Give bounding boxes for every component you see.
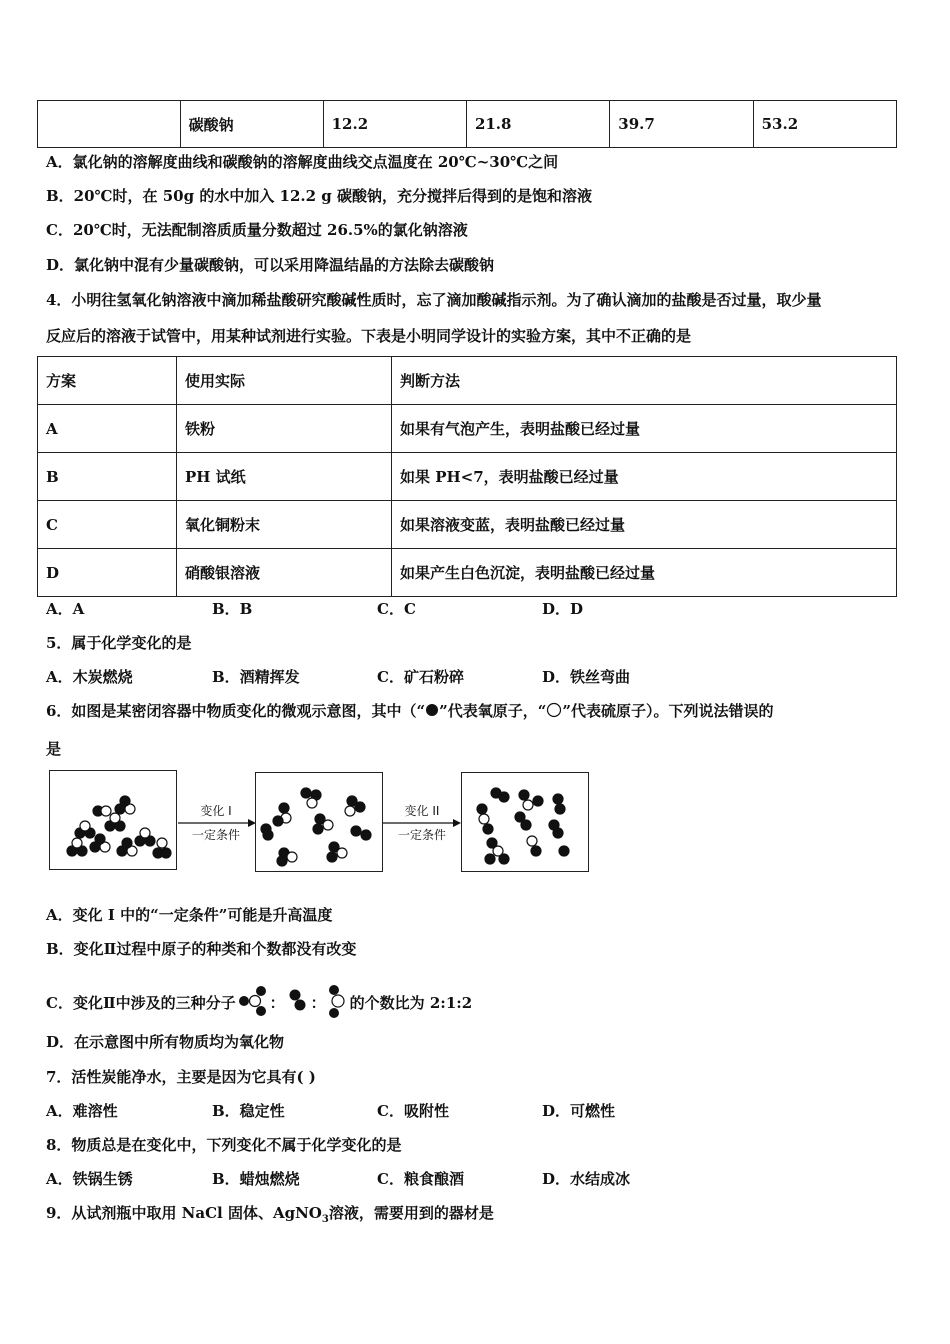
q3-option-d: D．氯化钠中混有少量碳酸钠，可以采用降温结晶的方法除去碳酸钠 — [46, 256, 495, 274]
o2-molecule-icon — [285, 984, 311, 1018]
q6-option-c-sep1: ： — [269, 994, 285, 1012]
q3-option-a: A．氯化钠的溶解度曲线和碳酸钠的溶解度曲线交点温度在 20℃~30℃之间 — [46, 153, 559, 171]
q7-option-d: D．可燃性 — [542, 1102, 616, 1120]
table-cell: PH 试纸 — [177, 453, 392, 501]
so3-molecule-icon — [236, 984, 270, 1018]
table-cell: 12.2 — [323, 101, 466, 148]
q9-subscript: 3 — [321, 1214, 329, 1225]
table-row — [38, 549, 897, 597]
q4-option-c: C．C — [377, 600, 416, 618]
arrow2-top-label: 变化 II — [404, 804, 440, 818]
table-cell: 39.7 — [610, 101, 753, 148]
table-cell: C — [38, 501, 177, 549]
table-header: 使用实际 — [177, 357, 392, 405]
table-cell: 53.2 — [753, 101, 896, 148]
arrow1-bottom-label: 一定条件 — [191, 828, 240, 842]
diagram-box-middle — [255, 772, 383, 872]
molecule-cluster-middle — [256, 773, 382, 871]
table-cell: 铁粉 — [177, 405, 392, 453]
table-header: 判断方法 — [392, 357, 897, 405]
q6-option-d: D．在示意图中所有物质均为氧化物 — [46, 1033, 285, 1051]
q7-option-b: B．稳定性 — [212, 1102, 285, 1120]
table-header-row — [38, 357, 897, 405]
q4-option-d: D．D — [542, 600, 584, 618]
q4-option-a: A．A — [46, 600, 85, 618]
table-row — [38, 101, 897, 148]
table-header: 方案 — [38, 357, 177, 405]
q6-stem-line2: 是 — [46, 740, 62, 758]
q6-option-b: B．变化Ⅱ过程中原子的种类和个数都没有改变 — [46, 940, 357, 958]
q4-stem-line1: 4．小明往氢氧化钠溶液中滴加稀盐酸研究酸碱性质时，忘了滴加酸碱指示剂。为了确认滴加的盐酸是否过量，取少量 — [46, 291, 822, 309]
q6-stem-part-c: ”代表硫原子）。下列说法错误的 — [562, 702, 774, 720]
table-row — [38, 453, 897, 501]
q6-option-c-tail: 的个数比为 2:1:2 — [349, 994, 473, 1012]
diagram-box-final — [461, 772, 589, 872]
q4-table — [37, 356, 897, 597]
q6-stem — [46, 700, 773, 721]
q8-option-a: A．铁锅生锈 — [46, 1170, 133, 1188]
table-cell: 氧化铜粉末 — [177, 501, 392, 549]
q9-stem-part-b: 溶液，需要用到的器材是 — [328, 1204, 494, 1222]
arrow2-bottom-label: 一定条件 — [397, 828, 446, 842]
molecule-cluster-initial — [50, 771, 176, 869]
table-cell: D — [38, 549, 177, 597]
table-cell: 如果产生白色沉淀，表明盐酸已经过量 — [392, 549, 897, 597]
q7-option-c: C．吸附性 — [377, 1102, 449, 1120]
q6-option-c-sep2: ： — [310, 994, 326, 1012]
q3-option-b: B．20℃时，在 50g 的水中加入 12.2 g 碳酸钠，充分搅拌后得到的是饱和溶液 — [46, 187, 593, 205]
q5-option-a: A．木炭燃烧 — [46, 668, 133, 686]
q8-option-c: C．粮食酿酒 — [377, 1170, 464, 1188]
table-cell: 如果溶液变蓝，表明盐酸已经过量 — [392, 501, 897, 549]
table-cell — [38, 101, 181, 148]
q7-stem: 7．活性炭能净水，主要是因为它具有( ) — [46, 1068, 316, 1086]
q5-option-d: D．铁丝弯曲 — [542, 668, 631, 686]
q5-option-b: B．酒精挥发 — [212, 668, 300, 686]
q9-stem — [46, 1202, 494, 1225]
q8-option-b: B．蜡烛燃烧 — [212, 1170, 300, 1188]
table-cell: A — [38, 405, 177, 453]
q6-stem-part-a: 6．如图是某密闭容器中物质变化的微观示意图，其中（“ — [46, 702, 426, 720]
q6-option-c — [46, 984, 472, 1020]
table-row — [38, 501, 897, 549]
q5-option-c: C．矿石粉碎 — [377, 668, 464, 686]
q6-option-a: A．变化 I 中的“一定条件”可能是升高温度 — [46, 906, 333, 924]
oxygen-atom-icon — [425, 703, 439, 717]
table-cell: 碳酸钠 — [180, 101, 323, 148]
table-row — [38, 405, 897, 453]
q5-stem: 5．属于化学变化的是 — [46, 634, 192, 652]
table-cell: 如果 PH<7，表明盐酸已经过量 — [392, 453, 897, 501]
q9-stem-part-a: 9．从试剂瓶中取用 NaCl 固体、AgNO — [46, 1204, 322, 1222]
q7-option-a: A．难溶性 — [46, 1102, 118, 1120]
sulfur-atom-icon — [546, 702, 562, 718]
q3-option-c: C．20℃时，无法配制溶质质量分数超过 26.5%的氯化钠溶液 — [46, 221, 468, 239]
table-cell: 如果有气泡产生，表明盐酸已经过量 — [392, 405, 897, 453]
molecule-cluster-final — [462, 773, 588, 871]
diagram-box-initial — [49, 770, 177, 870]
table-cell: B — [38, 453, 177, 501]
q6-option-c-text: C．变化Ⅱ中涉及的三种分子 — [46, 994, 236, 1012]
solubility-table-row — [37, 100, 897, 148]
arrow1-top-label: 变化 I — [200, 804, 232, 818]
q8-stem: 8．物质总是在变化中，下列变化不属于化学变化的是 — [46, 1136, 402, 1154]
q4-option-b: B．B — [212, 600, 253, 618]
table-cell: 21.8 — [466, 101, 609, 148]
table-cell: 硝酸银溶液 — [177, 549, 392, 597]
q6-stem-part-b: ”代表氧原子，“ — [439, 702, 547, 720]
q4-stem-line2: 反应后的溶液于试管中，用某种试剂进行实验。下表是小明同学设计的实验方案，其中不正确的是 — [46, 327, 692, 345]
q8-option-d: D．水结成冰 — [542, 1170, 631, 1188]
so2-molecule-icon — [326, 984, 350, 1020]
